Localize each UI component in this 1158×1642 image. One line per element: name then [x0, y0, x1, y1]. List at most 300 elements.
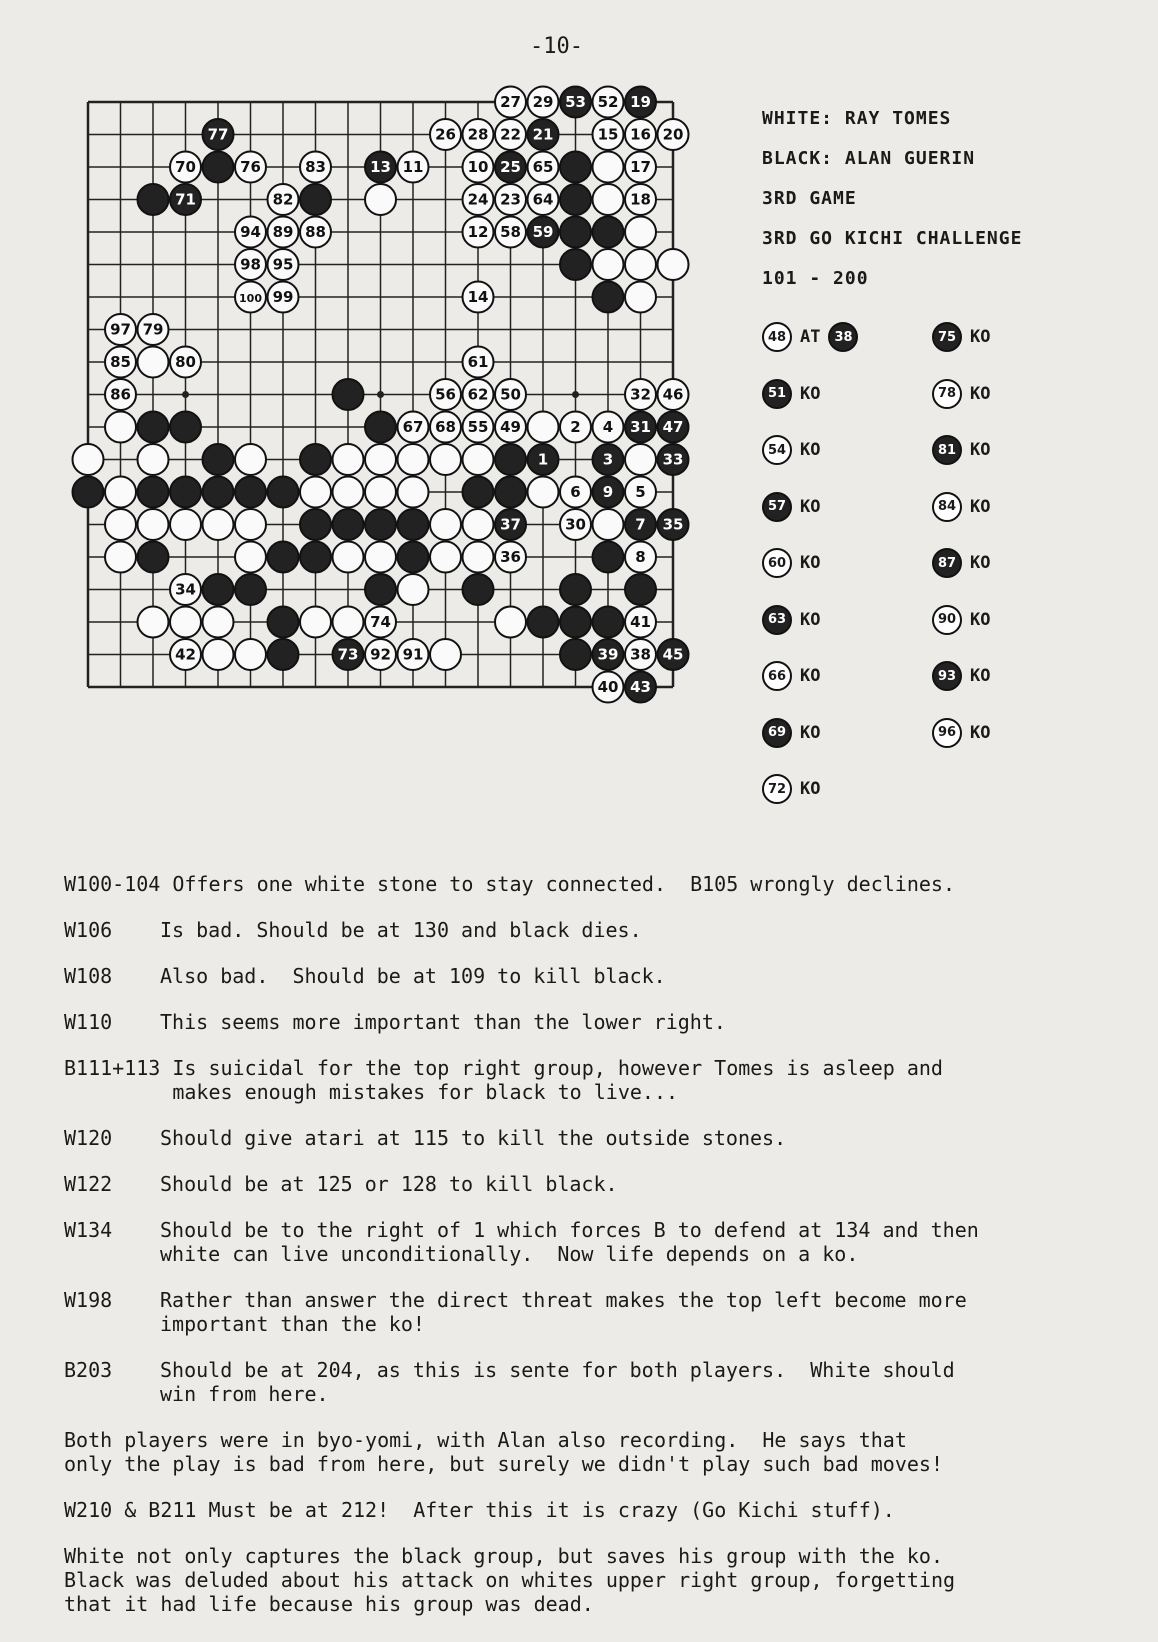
- comment-entry: [64, 872, 1144, 896]
- white-stone: [593, 119, 624, 150]
- white-stone: [593, 412, 624, 443]
- ko-note-text: KO: [800, 609, 821, 630]
- white-stone: [593, 509, 624, 540]
- white-stone: [528, 87, 559, 118]
- white-stone: [333, 607, 364, 638]
- white-stone: [658, 249, 689, 280]
- black-stone: [658, 639, 689, 670]
- black-stone: [203, 119, 234, 150]
- ko-note: [932, 320, 990, 354]
- stone-label: 20: [662, 125, 684, 144]
- stone-label: 58: [500, 223, 521, 241]
- white-stone: [495, 412, 526, 443]
- comment-entry: [64, 1010, 1144, 1034]
- white-stone: [170, 347, 201, 378]
- comment-text: Should be to the right of 1 which forces B to defend at 134 and then white can live unconditionally. Now life depends on a ko.: [160, 1218, 979, 1266]
- white-stone: [170, 607, 201, 638]
- black-stone: [560, 217, 591, 248]
- star-point: [572, 391, 579, 398]
- stone-label: 52: [597, 93, 619, 111]
- stone-label: 2: [570, 418, 581, 436]
- star-point: [377, 391, 384, 398]
- stone-label: 67: [402, 418, 424, 436]
- stone-label: 22: [500, 125, 521, 144]
- white-stone: [105, 542, 136, 573]
- white-stone: [528, 184, 559, 215]
- ko-note: [932, 433, 990, 467]
- white-stone: [463, 444, 494, 475]
- white-stone: [625, 607, 656, 638]
- white-stone: [138, 509, 169, 540]
- black-stone: [658, 412, 689, 443]
- ko-note: [932, 659, 990, 693]
- stone-label: 34: [175, 580, 196, 599]
- ko-note: [932, 377, 990, 411]
- stone-label: 71: [175, 190, 196, 209]
- white-stone: [138, 607, 169, 638]
- stone-label: 11: [402, 158, 424, 176]
- comment-entry: [64, 1126, 1144, 1150]
- white-stone: [625, 282, 656, 313]
- black-stone: [235, 477, 266, 508]
- event-name: 3RD GO KICHI CHALLENGE: [762, 228, 1023, 249]
- white-stone: [495, 184, 526, 215]
- black-stone: [138, 542, 169, 573]
- white-stone: [235, 249, 266, 280]
- stone-label: 15: [597, 125, 619, 144]
- game-header: [762, 108, 1022, 308]
- black-stone: [365, 412, 396, 443]
- paragraph: Both players were in byo-yomi, with Alan also recording. He says that only the play is bad from here, but surely we didn't play such bad moves!: [64, 1428, 943, 1476]
- white-stone: [560, 477, 591, 508]
- black-stone: [300, 184, 331, 215]
- stone-label: 4: [602, 418, 614, 436]
- white-stone: [463, 217, 494, 248]
- ko-note: [762, 772, 820, 806]
- ko-note-text: AT: [800, 327, 821, 347]
- black-stone: [268, 639, 299, 670]
- white-stone: [625, 119, 656, 150]
- stone-label: 82: [272, 190, 294, 209]
- black-stone: [593, 607, 624, 638]
- comment-entry: [64, 1056, 1144, 1104]
- black-stone: [73, 477, 104, 508]
- white-stone: [625, 639, 656, 670]
- white-stone: [333, 477, 364, 508]
- white-stone: [365, 607, 396, 638]
- stone-label: 98: [240, 255, 261, 274]
- stone-label: 55: [467, 418, 489, 436]
- white-stone: [170, 574, 201, 605]
- black-stone: [138, 184, 169, 215]
- white-stone: [463, 412, 494, 443]
- comment-entry: [64, 1172, 1144, 1196]
- ko-ref-stone: 38: [828, 322, 858, 352]
- go-board-diagram: [70, 80, 750, 840]
- black-stone: [593, 542, 624, 573]
- white-stone: [105, 314, 136, 345]
- black-stone: [593, 282, 624, 313]
- comment-text: Should be at 204, as this is sente for both players. White should win from here.: [160, 1358, 955, 1406]
- white-stone: [593, 249, 624, 280]
- ko-note-text: KO: [970, 327, 991, 347]
- black-stone: [268, 542, 299, 573]
- ko-note-text: KO: [800, 496, 821, 517]
- ko-note-text: KO: [970, 609, 991, 630]
- paragraph-list: [64, 1428, 1144, 1616]
- ko-note: [932, 716, 990, 750]
- stone-label: 27: [500, 93, 521, 111]
- white-stone: [235, 509, 266, 540]
- white-stone: [235, 282, 266, 313]
- black-stone: [203, 477, 234, 508]
- ko-stone: 81: [932, 435, 962, 465]
- white-stone: [170, 639, 201, 670]
- black-stone: [235, 574, 266, 605]
- paragraph: White not only captures the black group, but saves his group with the ko. Black was deluded about his attack on whites upper right group, forgetting that it had life because his group was dead.: [64, 1544, 956, 1616]
- white-stone: [365, 184, 396, 215]
- white-stone: [463, 184, 494, 215]
- comment-move: W122: [64, 1172, 113, 1196]
- black-stone: [560, 87, 591, 118]
- white-stone: [398, 574, 429, 605]
- stone-label: 64: [532, 190, 554, 209]
- ko-stone: 84: [932, 492, 962, 522]
- stone-label: 65: [532, 158, 554, 176]
- black-stone: [333, 379, 364, 410]
- stone-label: 30: [565, 515, 586, 534]
- white-stone: [268, 217, 299, 248]
- white-stone: [300, 152, 331, 183]
- white-stone: [300, 607, 331, 638]
- black-stone: [138, 412, 169, 443]
- ko-note: [762, 490, 820, 524]
- white-stone: [105, 379, 136, 410]
- ko-note-text: KO: [970, 666, 991, 686]
- comment-move: W198: [64, 1288, 113, 1312]
- black-stone: [560, 574, 591, 605]
- comment-move: W100-104: [64, 872, 161, 896]
- white-stone: [138, 444, 169, 475]
- comment-text: Should give atari at 115 to kill the outside stones.: [160, 1126, 787, 1150]
- ko-note-text: KO: [800, 440, 821, 460]
- commentary: [64, 872, 1144, 1638]
- stone-label: 46: [662, 385, 684, 404]
- stone-label: 36: [500, 548, 521, 566]
- white-stone: [235, 152, 266, 183]
- ko-stone: 69: [762, 718, 792, 748]
- white-stone: [625, 217, 656, 248]
- black-stone: [300, 444, 331, 475]
- white-stone: [463, 509, 494, 540]
- comment-move: W134: [64, 1218, 113, 1242]
- stone-label: 1: [537, 450, 549, 469]
- comment-move: W108: [64, 964, 113, 988]
- stone-label: 10: [467, 158, 489, 176]
- white-stone: [528, 477, 559, 508]
- stone-label: 25: [500, 158, 521, 176]
- black-stone: [625, 672, 656, 703]
- ko-note-text: KO: [800, 553, 821, 573]
- stone-label: 91: [402, 645, 424, 664]
- stone-label: 94: [240, 223, 261, 241]
- white-stone: [463, 347, 494, 378]
- white-stone: [268, 249, 299, 280]
- stone-label: 14: [467, 288, 489, 306]
- ko-note: [932, 490, 990, 524]
- white-stone: [365, 444, 396, 475]
- comment-text: Should be at 125 or 128 to kill black.: [160, 1172, 618, 1196]
- white-stone: [495, 607, 526, 638]
- stone-label: 33: [662, 450, 684, 469]
- white-stone: [658, 119, 689, 150]
- black-stone: [203, 152, 234, 183]
- white-stone: [495, 119, 526, 150]
- white-stone: [528, 412, 559, 443]
- ko-note-text: KO: [800, 666, 821, 686]
- move-range: 101 - 200: [762, 268, 869, 289]
- stone-label: 47: [662, 418, 684, 436]
- stone-label: 24: [467, 190, 489, 209]
- black-stone: [658, 444, 689, 475]
- black-stone: [560, 152, 591, 183]
- black-stone: [528, 217, 559, 248]
- stone-label: 9: [602, 483, 614, 501]
- black-stone: [658, 509, 689, 540]
- ko-note-text: KO: [970, 496, 991, 517]
- stone-label: 100: [239, 292, 262, 305]
- comment-text: Is suicidal for the top right group, however Tomes is asleep and makes enough mistakes for black to live...: [172, 1056, 943, 1104]
- ko-note-text: KO: [970, 383, 991, 404]
- white-stone: [138, 347, 169, 378]
- white-stone: [430, 119, 461, 150]
- stone-label: 50: [500, 385, 521, 404]
- ko-note-text: KO: [800, 779, 821, 799]
- stone-label: 61: [467, 353, 489, 371]
- white-stone: [528, 152, 559, 183]
- black-stone: [333, 639, 364, 670]
- ko-stone: 90: [932, 605, 962, 635]
- stone-label: 3: [602, 450, 614, 469]
- stone-label: 97: [110, 320, 131, 339]
- black-stone: [138, 477, 169, 508]
- stone-label: 16: [630, 125, 651, 144]
- stone-label: 32: [630, 385, 651, 404]
- white-stone: [625, 379, 656, 410]
- stone-label: 28: [467, 125, 489, 144]
- stone-label: 43: [630, 678, 651, 696]
- white-stone: [430, 412, 461, 443]
- white-stone: [560, 412, 591, 443]
- ko-stone: 75: [932, 322, 962, 352]
- stone-label: 6: [570, 483, 581, 501]
- comment-move: W120: [64, 1126, 113, 1150]
- stone-label: 19: [630, 93, 651, 111]
- ko-note-text: KO: [800, 383, 821, 404]
- black-stone: [560, 184, 591, 215]
- ko-stone: 66: [762, 661, 792, 691]
- white-stone: [463, 152, 494, 183]
- white-stone: [463, 282, 494, 313]
- white-stone: [495, 379, 526, 410]
- white-stone: [430, 379, 461, 410]
- black-stone: [463, 477, 494, 508]
- stone-label: 45: [662, 645, 684, 664]
- white-stone: [268, 184, 299, 215]
- comment-text: Is bad. Should be at 130 and black dies.: [160, 918, 642, 942]
- white-stone: [138, 314, 169, 345]
- stone-label: 40: [597, 678, 619, 696]
- black-stone: [625, 574, 656, 605]
- white-stone: [625, 249, 656, 280]
- stone-label: 89: [272, 223, 294, 241]
- ko-stone: 51: [762, 379, 792, 409]
- black-stone: [170, 184, 201, 215]
- white-stone: [73, 444, 104, 475]
- black-stone: [365, 509, 396, 540]
- black-stone: [495, 152, 526, 183]
- comment-text: Offers one white stone to stay connected. B105 wrongly declines.: [172, 872, 955, 896]
- ko-note: [762, 659, 820, 693]
- white-stone: [365, 639, 396, 670]
- black-stone: [398, 542, 429, 573]
- white-stone: [203, 607, 234, 638]
- white-stone: [365, 542, 396, 573]
- white-stone: [593, 87, 624, 118]
- black-stone: [593, 217, 624, 248]
- ko-notes-list: [762, 320, 1092, 840]
- white-stone: [105, 509, 136, 540]
- white-stone: [495, 87, 526, 118]
- stone-label: 62: [467, 385, 489, 404]
- white-stone: [105, 477, 136, 508]
- ko-note-text: KO: [970, 722, 991, 743]
- ko-note: [762, 377, 820, 411]
- white-stone: [203, 639, 234, 670]
- stone-label: 35: [662, 515, 684, 534]
- white-stone: [625, 184, 656, 215]
- white-stone: [398, 477, 429, 508]
- white-stone: [430, 639, 461, 670]
- black-stone: [365, 574, 396, 605]
- black-stone: [560, 607, 591, 638]
- black-stone: [560, 639, 591, 670]
- black-stone: [268, 477, 299, 508]
- white-stone: [593, 184, 624, 215]
- white-stone: [593, 672, 624, 703]
- black-stone: [528, 119, 559, 150]
- black-stone: [593, 477, 624, 508]
- stone-label: 17: [630, 158, 651, 176]
- white-stone: [203, 509, 234, 540]
- stone-label: 42: [175, 645, 196, 664]
- white-stone: [430, 509, 461, 540]
- stone-label: 59: [532, 223, 554, 241]
- comment-entry: [64, 1218, 1144, 1266]
- white-stone: [398, 412, 429, 443]
- black-stone: [268, 607, 299, 638]
- ko-stone: 96: [932, 718, 962, 748]
- stone-label: 85: [110, 353, 131, 371]
- ko-note: [762, 716, 820, 750]
- white-stone: [105, 347, 136, 378]
- black-stone: [560, 249, 591, 280]
- black-stone: [495, 444, 526, 475]
- stone-label: 68: [435, 418, 456, 436]
- stone-label: 8: [635, 548, 646, 566]
- white-stone: [430, 542, 461, 573]
- black-stone: [625, 509, 656, 540]
- white-stone: [593, 152, 624, 183]
- white-stone: [235, 639, 266, 670]
- black-stone: [625, 412, 656, 443]
- stone-label: 53: [565, 93, 586, 111]
- stone-label: 88: [305, 223, 326, 241]
- stone-label: 29: [532, 93, 554, 111]
- game-number: 3RD GAME: [762, 188, 857, 209]
- black-stone: [528, 607, 559, 638]
- white-stone: [300, 477, 331, 508]
- stone-label: 77: [207, 125, 229, 144]
- ko-stone: 57: [762, 492, 792, 522]
- black-stone: [463, 574, 494, 605]
- ko-stone: 60: [762, 548, 792, 578]
- stone-label: 86: [110, 385, 131, 404]
- black-stone: [170, 477, 201, 508]
- stone-label: 7: [635, 515, 646, 534]
- stone-label: 74: [370, 613, 391, 631]
- white-stone: [235, 444, 266, 475]
- comment-text: This seems more important than the lower right.: [160, 1010, 726, 1034]
- ko-stone: 63: [762, 605, 792, 635]
- white-stone: [398, 639, 429, 670]
- stone-label: 39: [597, 645, 619, 664]
- ko-note: [762, 603, 820, 637]
- ko-note: [932, 546, 990, 580]
- stone-label: 76: [240, 158, 261, 176]
- ko-note: [932, 603, 990, 637]
- stone-label: 56: [435, 385, 456, 404]
- ko-stone: 48: [762, 322, 792, 352]
- comment-entry: [64, 1288, 1144, 1336]
- black-player: BLACK: ALAN GUERIN: [762, 148, 976, 169]
- stone-label: 99: [272, 288, 294, 306]
- stone-label: 18: [630, 190, 651, 209]
- stone-label: 26: [435, 125, 456, 144]
- comment-move: B111+113: [64, 1056, 161, 1080]
- white-stone: [170, 509, 201, 540]
- white-stone: [625, 444, 656, 475]
- ko-note-text: KO: [970, 553, 991, 573]
- ko-note-text: KO: [800, 722, 821, 743]
- stone-label: 31: [630, 418, 651, 436]
- stone-label: 80: [175, 353, 196, 371]
- black-stone: [495, 509, 526, 540]
- ko-note-text: KO: [970, 440, 991, 460]
- black-stone: [625, 87, 656, 118]
- stone-label: 37: [500, 515, 521, 534]
- ko-stone: 78: [932, 379, 962, 409]
- ko-note: [762, 320, 858, 354]
- black-stone: [333, 509, 364, 540]
- black-stone: [300, 542, 331, 573]
- white-stone: [300, 217, 331, 248]
- comment-text: Also bad. Should be at 109 to kill black.: [160, 964, 666, 988]
- white-stone: [495, 217, 526, 248]
- stone-label: 13: [370, 158, 391, 176]
- white-stone: [495, 542, 526, 573]
- white-stone: [333, 444, 364, 475]
